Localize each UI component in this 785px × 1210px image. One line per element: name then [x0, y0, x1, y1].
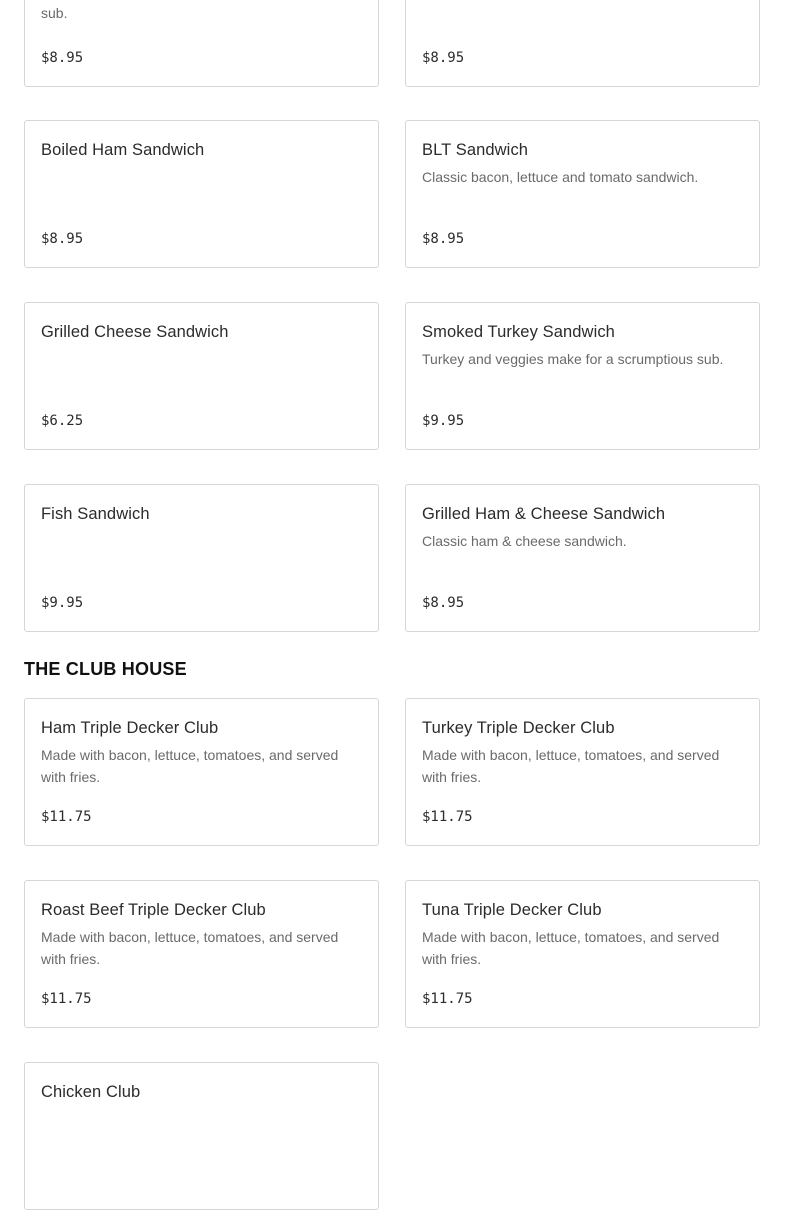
item-description: Made with bacon, lettuce, tomatoes, and served with fries.	[41, 747, 339, 785]
item-name: Grilled Cheese Sandwich	[41, 323, 229, 341]
menu-item-card-boiled-ham-sandwich[interactable]	[24, 120, 379, 268]
menu-item-card-smoked-turkey-sandwich[interactable]	[405, 302, 760, 450]
menu-item-card-blt-sandwich[interactable]	[405, 120, 760, 268]
item-description: Classic bacon, lettuce and tomato sandwich.	[422, 169, 699, 185]
section-heading-club-house: THE CLUB HOUSE	[24, 659, 187, 679]
item-description: Made with bacon, lettuce, tomatoes, and served with fries.	[422, 929, 720, 967]
item-name: Tuna Triple Decker Club	[422, 901, 602, 919]
item-price: $11.75	[422, 991, 473, 1007]
item-name: Chicken Club	[41, 1083, 141, 1101]
item-name: Fish Sandwich	[41, 505, 150, 523]
item-price: $11.75	[422, 809, 473, 825]
menu-item-card[interactable]	[405, 0, 760, 87]
menu-item-card[interactable]	[24, 0, 379, 87]
item-price: $8.95	[41, 50, 84, 66]
item-price: $8.95	[422, 231, 465, 247]
item-name: Ham Triple Decker Club	[41, 719, 219, 737]
item-price: $9.95	[422, 413, 465, 429]
item-description: Made with bacon, lettuce, tomatoes, and served with fries.	[422, 747, 720, 785]
menu-item-card-tuna-triple-decker-club[interactable]	[405, 880, 760, 1028]
item-name: BLT Sandwich	[422, 141, 529, 159]
menu-item-card-chicken-club[interactable]	[24, 1062, 379, 1210]
item-price: $6.25	[41, 413, 84, 429]
menu-item-card-grilled-cheese-sandwich[interactable]	[24, 302, 379, 450]
item-price: $8.95	[422, 595, 465, 611]
item-price: $11.75	[41, 991, 92, 1007]
item-name: Grilled Ham & Cheese Sandwich	[422, 505, 666, 523]
item-name: Turkey Triple Decker Club	[422, 719, 615, 737]
menu-item-card-fish-sandwich[interactable]	[24, 484, 379, 632]
item-name: Roast Beef Triple Decker Club	[41, 901, 266, 919]
item-description: Classic ham & cheese sandwich.	[422, 533, 627, 549]
menu-item-card-ham-triple-decker-club[interactable]	[24, 698, 379, 846]
item-price: $9.95	[41, 595, 84, 611]
item-name: Boiled Ham Sandwich	[41, 141, 205, 159]
menu-item-card-turkey-triple-decker-club[interactable]	[405, 698, 760, 846]
menu-item-card-roast-beef-triple-decker-club[interactable]	[24, 880, 379, 1028]
menu-item-card-grilled-ham-cheese-sandwich[interactable]	[405, 484, 760, 632]
item-description: Made with bacon, lettuce, tomatoes, and served with fries.	[41, 929, 339, 967]
item-description: Turkey and veggies make for a scrumptious sub.	[422, 351, 724, 367]
item-price: $11.75	[41, 809, 92, 825]
item-name: Smoked Turkey Sandwich	[422, 323, 615, 341]
item-description: sub.	[41, 5, 68, 21]
item-price: $8.95	[41, 231, 84, 247]
item-price: $8.95	[422, 50, 465, 66]
